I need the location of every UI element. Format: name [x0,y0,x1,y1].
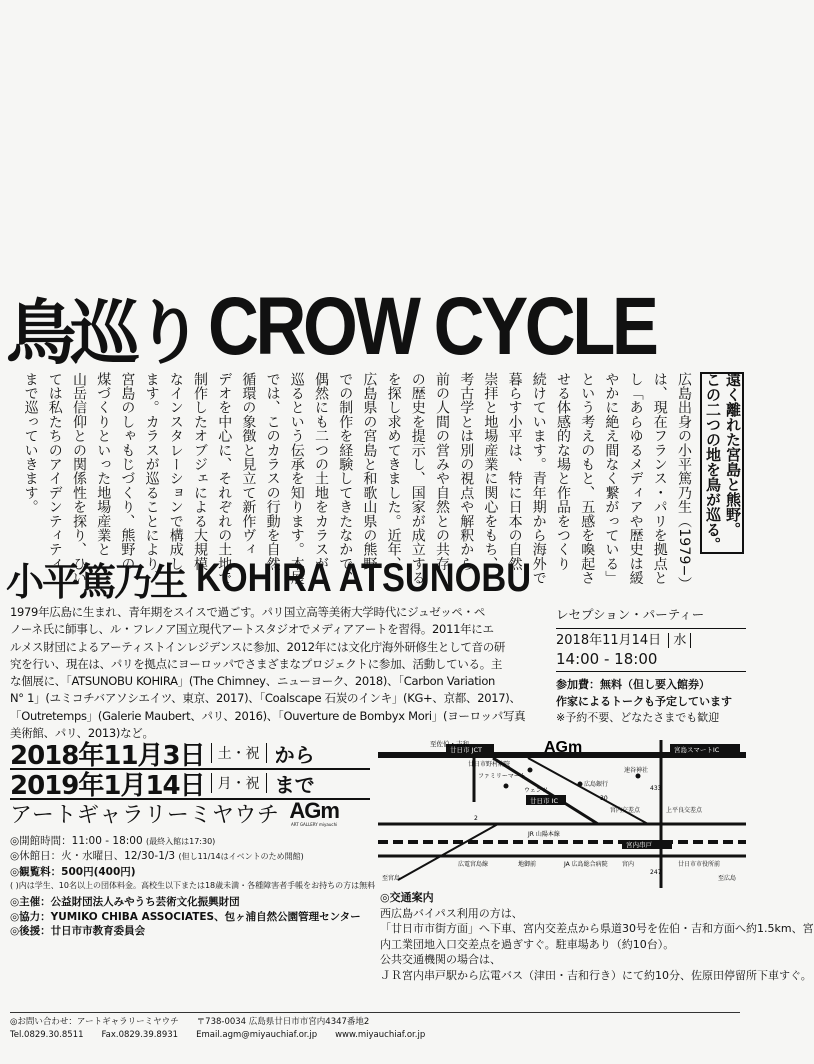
lead-line-1: 遠く離れた宮島と熊野。 [724,372,742,537]
info-support: ◎後援：廿日市市教育委員会 [10,925,146,938]
reception-fee: 参加費：無料（但し要入館券） [556,678,710,691]
logo-subtext: ART GALLERY miyauchi [291,822,338,827]
reception-party [556,604,746,726]
start-day: 土・祝 [211,743,267,763]
access-line: 内工業団地入口交差点を過ぎすぐ。駐車場あり（約10台）。 [380,937,675,951]
hours-text: ◎開館時間：11:00 - 18:00 [10,835,143,847]
essay-column: 煤づくりといった地場産業と [95,372,112,557]
reception-datetime [556,628,746,672]
artist-name-japanese: 小平篤乃生 [6,559,187,604]
reception-weekday: 水 [668,633,691,648]
route-label: 30 [600,795,608,802]
bio-line: N° 1」(ユミコチバアソシエイツ、東京、2017)、「Coalscape 石炭のインキ」(KG+、京都、2017)、 [10,691,521,706]
info-fee: ◎観覧料：500円(400円) [10,865,136,878]
essay-column: 制作したオブジェによる大規模 [192,372,208,571]
access-map [378,740,746,888]
essay-column: 暮らす小平は、特に日本の自然 [506,372,523,571]
essay-column: なインスタレーションで構成し [167,372,184,571]
map-label: 地御前 [518,861,537,868]
road-diagonal [398,824,498,880]
map-label: JA 広島総合病院 [564,861,608,868]
agm-logo [289,800,339,827]
info-host: ◎主催：公益財団法人みやうち芸術文化振興財団 [10,896,240,909]
gallery-name: アートギャラリーミヤウチ [10,803,280,828]
reception-date: 2018年11月14日 [556,633,662,648]
map-point [578,782,583,787]
essay-column: では、このカラスの行動を自然 [264,372,281,571]
start-date: 2018年11月3日 [10,740,205,771]
info-cooperation: ◎協力：YUMIKO CHIBA ASSOCIATES、包ヶ浦自然公園管理センター [10,910,361,923]
map-label: 上平良交差点 [666,807,703,814]
gallery-name-row [10,798,339,829]
exhibition-info [10,834,376,938]
map-label: 速谷神社 [624,767,649,774]
end-date: 2019年1月14日 [10,770,205,801]
map-label: ウェンツ [524,787,548,794]
map-label: ファミリーマート [478,773,526,780]
footer-contact [10,1016,740,1042]
essay-column: ます。カラスが巡ることにより、 [143,372,160,585]
map-label: 宮島スマートIC [674,746,720,754]
end-day: 月・祝 [211,773,267,793]
contact-email[interactable]: Email.agm@miyauchiaf.or.jp [196,1030,318,1040]
essay-column: 続けています。青年期から海外で [530,372,547,585]
map-label: 至佐伯・吉和 [430,740,469,748]
map-label: 廿日市 JCT [450,746,482,754]
map-label: 廿日市市役所前 [678,861,721,868]
essay-column: 考古学とは別の視点や解釈から [458,372,475,571]
end-suffix: まで [274,772,315,797]
title-japanese: 鳥巡り [6,291,198,374]
essay-column: せる体感的な場と作品をつくり [555,372,571,571]
essay-column: 山岳信仰との関係性を探り、ひい [71,372,87,585]
route-label: 2 [474,815,478,822]
access-line: 公共交通機関の場合は、 [380,953,501,966]
bio-line: 究を行い、現在は、パリを拠点にヨーロッパでさまざまなプロジェクトに参加、活動している。主 [10,656,503,671]
essay-column: での制作を経験してきたなかで、 [337,372,354,585]
map-venue-logo: AGm [544,739,583,756]
map-label: 宮内串戸 [626,841,652,849]
start-suffix: から [274,742,315,767]
essay-column: 広島県の宮島と和歌山県の熊野 [361,372,378,571]
essay-column: を探し求めてきました。近年、 [385,372,402,571]
reception-title: レセプション・パーティー [556,607,705,622]
essay-column: 崇拝と地場産業に関心をもち、 [482,372,499,571]
essay-column: デオを中心に、それぞれの土地で [216,372,233,585]
bio-line: 1979年広島に生まれ、青年期をスイスで過ごす。パリ国立高等美術大学時代にジュゼッペ・ペ [10,605,486,619]
essay-column: の歴史を提示し、国家が成立する [409,372,426,585]
contact-fax: Fax.0829.39.8931 [101,1030,179,1040]
reception-note: ※予約不要、どなたさまでも歓迎 [556,711,720,724]
access-heading: ◎交通案内 [380,891,434,904]
end-date-row [10,768,370,800]
bio-line: な個展に、「ATSUNOBU KOHIRA」(The Chimney、ニューヨーク、2018)、「Carbon Variation [10,674,496,689]
access-line: 「廿日市市街方面」へ下車、宮内交差点から県道30号を佐伯・吉和方面へ約1.5km、宮 [380,922,814,935]
map-label: 宮内交差点 [610,807,641,814]
artist-name [6,552,746,604]
exhibition-title [6,281,746,374]
access-info [380,890,814,983]
essay-column: 広島出身の小平篤乃生（1979−） [676,372,692,591]
reception-time: 14:00 - 18:00 [556,650,658,668]
title-english: CROW CYCLE [208,281,656,372]
artist-name-english: KOHIRA ATSUNOBU [196,555,532,600]
map-label: 宮内 [622,861,635,868]
access-line: ＪＲ宮内串戸駅から広電バス（津田・吉和行き）にて約10分、佐原田停留所下車すぐ。 [380,968,812,982]
bio-line: 美術館、パリ、2013)など。 [10,726,154,741]
map-label: 広電宮島線 [458,861,489,868]
contact-address: 〒738-0034 広島県廿日市市宮内4347番地2 [196,1017,370,1027]
closed-text: ◎休館日：火・水曜日、12/30-1/3 [10,850,176,863]
map-label: 至広島 [718,875,737,882]
map-label: 廿日市 IC [530,797,559,805]
footer-divider [10,1012,740,1013]
contact-tel: Tel.0829.30.8511 [10,1030,84,1040]
essay-column: という考えのもと、五感を喚起さ [579,372,596,585]
access-line: 西広島バイパス利用の方は、 [380,906,523,920]
bio-line: 「Outretemps」(Galerie Maubert、パリ、2016)、「Ouverture de Bombyx Mori」(ヨーロッパ写真 [10,708,526,723]
info-fee-note: ( )内は学生、10名以上の団体料金。高校生以下または18歳未満・各種障害者手帳をお持ちの方は無料 [10,881,376,891]
contact-label: ◎お問い合わせ：アートギャラリーミヤウチ [10,1017,179,1027]
info-hours [10,834,370,849]
contact-web[interactable]: www.miyauchiaf.or.jp [335,1030,426,1040]
essay-column: し「あらゆるメディアや歴史は緩 [627,372,644,585]
map-label: 広島銀行 [584,781,609,788]
map-point [636,774,641,779]
essay-column: ては私たちのアイデンティティ [46,372,63,571]
essay-column: やかに絶え間なく繋がっている」 [603,372,620,585]
essay-column: は、現在フランス・パリを拠点と [651,372,668,585]
info-closed [10,849,370,864]
map-point [504,784,509,789]
essay-column: まで巡っていきます。 [22,372,39,514]
hours-note: (最終入館は17:30) [146,837,216,846]
closed-note: (但し11/14はイベントのため開館) [178,852,304,862]
map-point [528,768,533,773]
essay-column: 循環の象徴と見立て新作ヴィ [240,372,257,557]
essay-column: 前の人間の営みや自然との共存 [434,372,450,571]
route-label: 247 [650,869,662,876]
artist-biography [10,604,550,742]
essay-column: 宮島のしゃもじづくり、熊野の [119,372,136,571]
essay-column: 巡るという伝承を知ります。本展 [288,372,305,585]
map-label: 廿日市野村病院 [468,761,511,768]
logo-text: AGm [289,798,339,823]
map-label: 至宮島 [382,875,401,882]
lead-line-2: この二つの地を鳥が巡る。 [704,372,722,552]
reception-talk: 作家によるトークも予定しています [556,695,732,708]
route-label: 433 [650,785,662,792]
bio-line: ノーネ氏に師事し、ル・フレノア国立現代アートスタジオでメディアアートを習得。2011年にエ [10,622,494,637]
bio-line: ルメス財団によるアーティストインレジデンスに参加、2012年には文化庁海外研修生として音の研 [10,639,506,654]
essay-column: 偶然にも二つの土地をカラスが [313,372,329,571]
map-label: JR 山陽本線 [528,831,560,838]
